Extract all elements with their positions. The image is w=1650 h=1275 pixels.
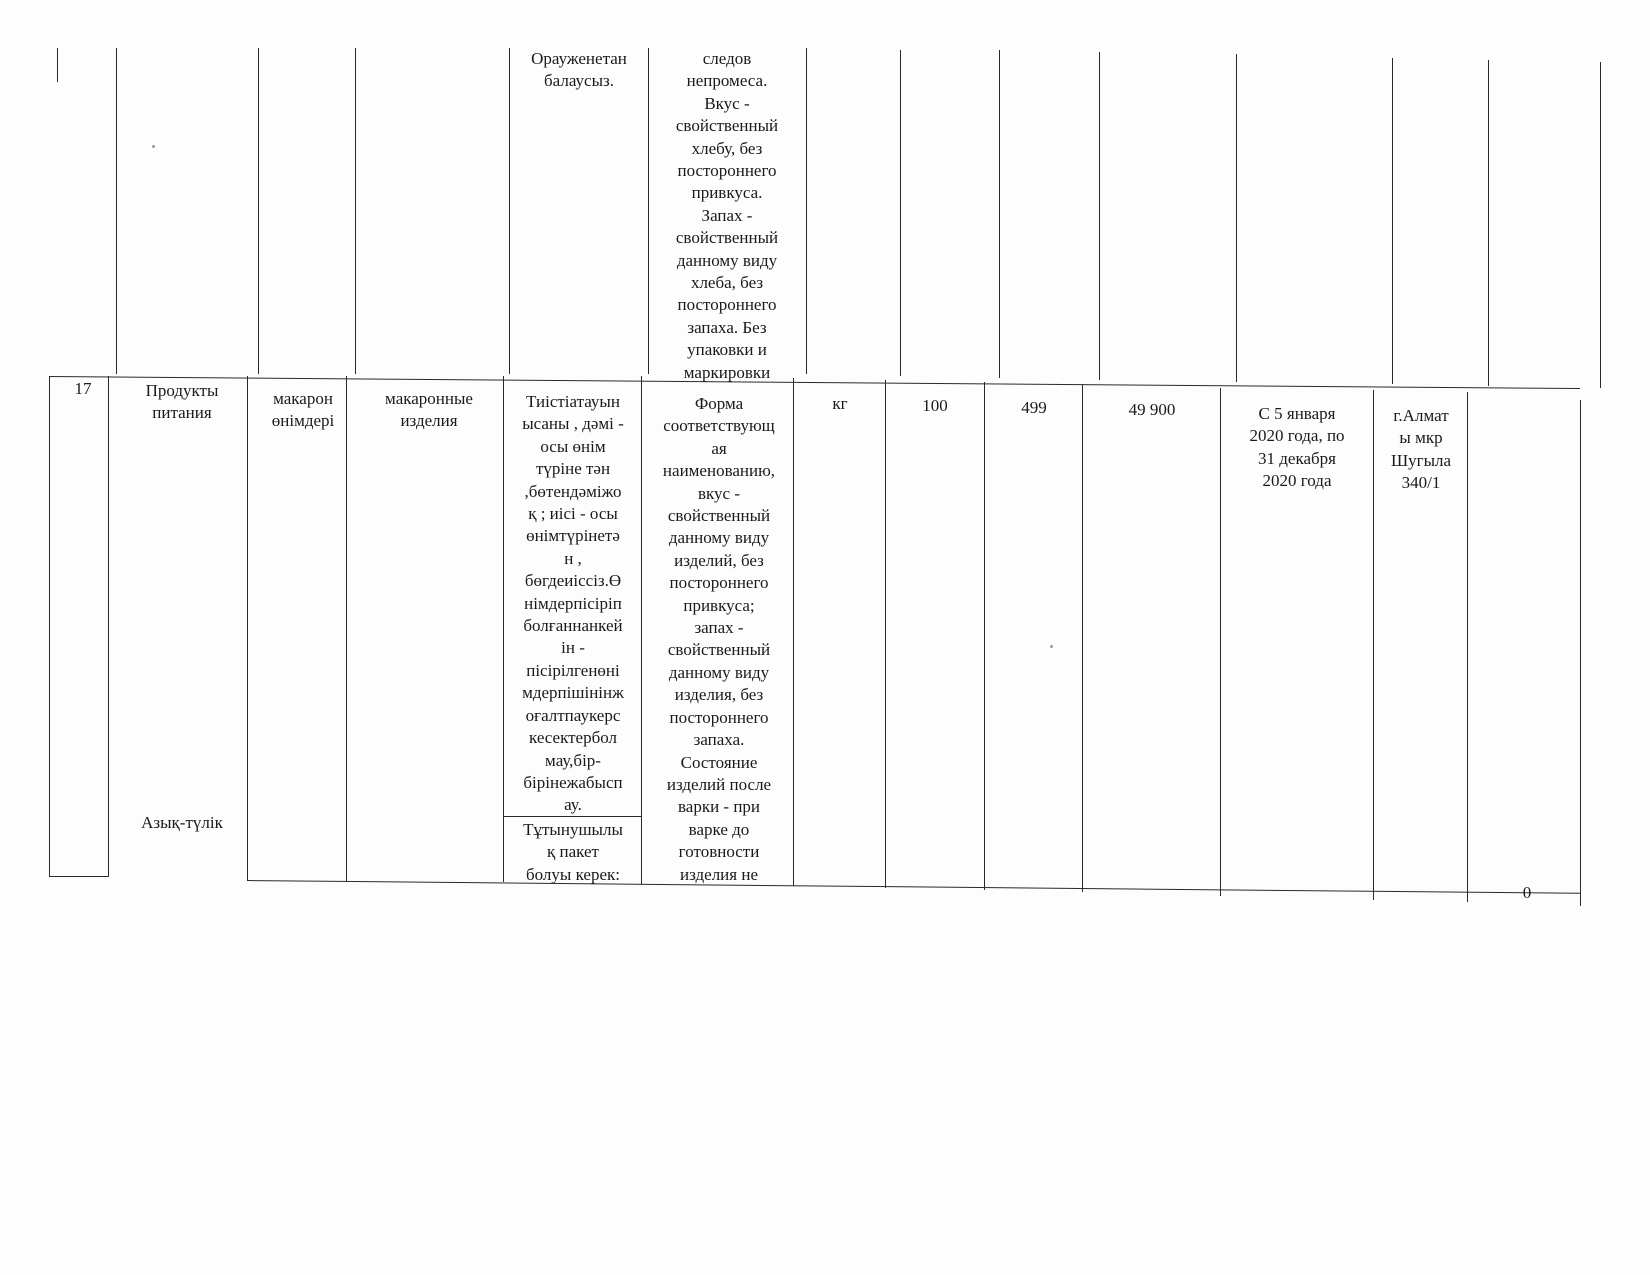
table-border [1580,400,1581,906]
table-border [1373,390,1374,900]
spec-kz-package: Тұтынушылы қ пакет болуы керек: [523,820,623,884]
prev-row-spec-kz: Орауженетан балаусыз. [531,49,627,91]
category-ru: Продукты питания [145,381,219,423]
table-bottom-border [247,880,1580,894]
quantity: 100 [922,396,948,415]
table-border [999,50,1000,378]
table-border [503,376,504,882]
spec-ru: Форма соответствующ ая наименованию, вкус - свойственный данному виду изделий, без постороннего привкуса; запах - свойственный данному виду изделия, без постороннего запаха. Состояние изделий после варки - при варке до готовности изделия не [662,394,776,884]
product-name-ru: макаронные изделия [385,389,473,431]
table-border [49,376,50,876]
table-bottom-border [49,876,109,877]
unit: кг [832,394,848,413]
table-border [1600,62,1601,388]
table-border [984,382,985,890]
category-kz: Азық-түлік [141,813,223,832]
table-border [1220,388,1221,896]
table-border [258,48,259,374]
row-number: 17 [74,379,92,398]
table-border [641,376,642,884]
table-border [1467,392,1468,902]
table-border [1099,52,1100,380]
table-border [355,48,356,374]
delivery-place: г.Алмат ы мкр Шугыла 340/1 [1390,406,1452,493]
table-border [1236,54,1237,382]
table-border [509,48,510,374]
table-border [116,48,117,374]
spec-kz: Тиістіатауын ысаны , дәмі - осы өнім түріне тән ,бөтендәміжо қ ; иісі - осы өнімтүрінетә н , бөгдеиіссіз.Ө німдерпісіріп болғаннанкей ін - пісірілгенөні мдерпішінінж оғалтпаукерс кесектербол мау,бір- бірінежабысп ау. [522,392,624,815]
corner-value: 0 [1522,883,1532,902]
unit-price: 499 [1021,398,1047,417]
table-border [346,376,347,881]
table-border [1488,60,1489,386]
delivery-period: С 5 января 2020 года, по 31 декабря 2020 года [1249,404,1345,491]
table-border [885,380,886,888]
table-border [648,48,649,374]
scan-speck [1050,645,1053,648]
table-border [247,376,248,881]
table-border [806,48,807,374]
table-border [1082,384,1083,892]
table-border [1392,58,1393,384]
total-amount: 49 900 [1128,400,1176,419]
scan-speck [152,145,155,148]
table-border [900,50,901,376]
prev-row-spec-ru: следов непромеса. Вкус - свойственный хлебу, без постороннего привкуса. Запах - свойственный данному виду хлеба, без постороннего запаха. Без упаковки и маркировки [675,49,779,382]
product-name-kz: макарон өнімдері [271,389,335,431]
table-border [57,48,58,82]
table-border [108,376,109,876]
